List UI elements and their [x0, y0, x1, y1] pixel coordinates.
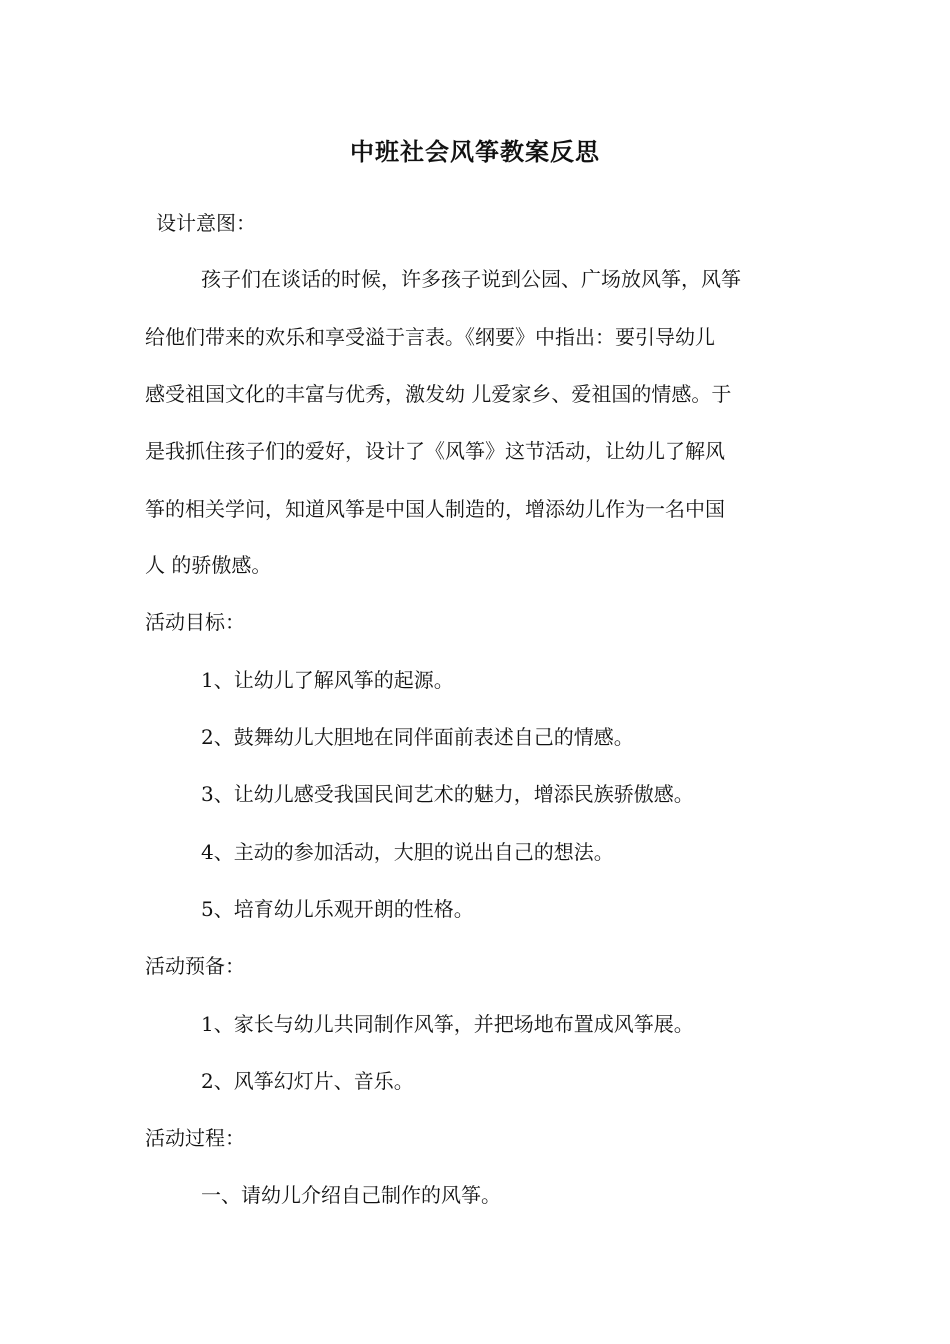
goal-item: 2、鼓舞幼儿大胆地在同伴面前表述自己的情感。: [201, 725, 634, 749]
paragraph-line: 感受祖国文化的丰富与优秀，激发幼 儿爱家乡、爱祖国的情感。于: [145, 382, 732, 406]
process-heading: 活动过程：: [145, 1126, 245, 1150]
goals-heading: 活动目标：: [145, 610, 245, 634]
process-item: 一、请幼儿介绍自己制作的风筝。: [201, 1183, 501, 1207]
goal-item: 4、主动的参加活动，大胆的说出自己的想法。: [201, 840, 614, 864]
paragraph-line: 筝的相关学问，知道风筝是中国人制造的，增添幼儿作为一名中国: [145, 497, 725, 521]
goal-item: 5、培育幼儿乐观开朗的性格。: [201, 897, 474, 921]
paragraph-line: 是我抓住孩子们的爱好，设计了《风筝》这节活动，让幼儿了解风: [145, 439, 725, 463]
prep-item: 2、风筝幻灯片、音乐。: [201, 1069, 414, 1093]
paragraph-line: 给他们带来的欢乐和享受溢于言表。《纲要》中指出：要引导幼儿: [145, 325, 715, 349]
prep-item: 1、家长与幼儿共同制作风筝，并把场地布置成风筝展。: [201, 1012, 694, 1036]
design-heading: 设计意图：: [156, 211, 256, 235]
paragraph-line: 人 的骄傲感。: [145, 553, 272, 577]
document-title: 中班社会风筝教案反思: [350, 137, 600, 166]
paragraph-line: 孩子们在谈话的时候，许多孩子说到公园、广场放风筝，风筝: [201, 267, 741, 291]
goal-item: 1、让幼儿了解风筝的起源。: [201, 668, 454, 692]
prep-heading: 活动预备：: [145, 954, 245, 978]
goal-item: 3、让幼儿感受我国民间艺术的魅力，增添民族骄傲感。: [201, 782, 694, 806]
